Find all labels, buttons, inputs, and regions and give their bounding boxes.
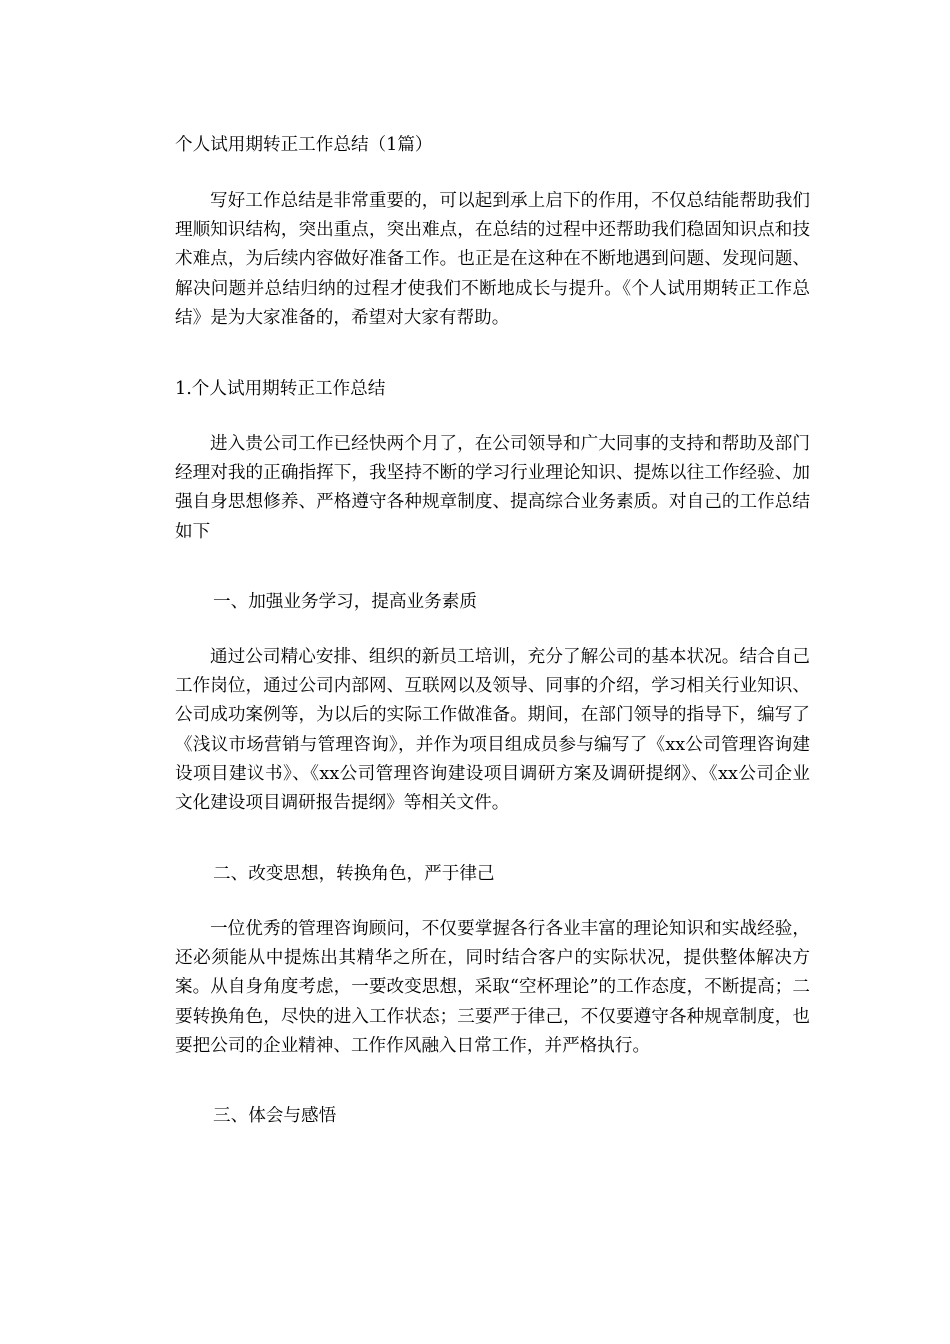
part2-paragraph: 一位优秀的管理咨询顾问，不仅要掌握各行各业丰富的理论知识和实战经验，还必须能从中提炼出其精华之所在，同时结合客户的实际状况，提供整体解决方案。从自身角度考虑，一要改变思想，采取“空杯理论”的工作态度，不断提高；二要转换角色，尽快的进入工作状态；三要严于律己，不仅要遵守各种规章制度，也要把公司的企业精神、工作作风融入日常工作，并严格执行。 <box>175 919 810 1056</box>
intro-paragraph: 写好工作总结是非常重要的，可以起到承上启下的作用，不仅总结能帮助我们理顺知识结构，突出重点，突出难点，在总结的过程中还帮助我们稳固知识点和技术难点，为后续内容做好准备工作。也正是在这种在不断地遇到问题、发现问题、解决问题并总结归纳的过程才使我们不断地成长与提升。《个人试用期转正工作总结》是为大家准备的，希望对大家有帮助。 <box>175 191 810 328</box>
part1-heading: 一、加强业务学习，提高业务素质 <box>213 592 477 612</box>
section-title: 1.个人试用期转正工作总结 <box>175 379 386 399</box>
part2-heading: 二、改变思想，转换角色，严于律己 <box>213 864 495 884</box>
opening-paragraph: 进入贵公司工作已经快两个月了，在公司领导和广大同事的支持和帮助及部门经理对我的正确指挥下，我坚持不断的学习行业理论知识、提炼以往工作经验、加强自身思想修养、严格遵守各种规章制度、提高综合业务素质。对自己的工作总结如下 <box>175 434 810 542</box>
part1-paragraph: 通过公司精心安排、组织的新员工培训，充分了解公司的基本状况。结合自己工作岗位，通过公司内部网、互联网以及领导、同事的介绍，学习相关行业知识、公司成功案例等，为以后的实际工作做准备。期间，在部门领导的指导下，编写了《浅议市场营销与管理咨询》，并作为项目组成员参与编写了《xx公司管理咨询建设项目建议书》、《xx公司管理咨询建设项目调研方案及调研提纲》、《xx公司企业文化建设项目调研报告提纲》等相关文件。 <box>175 647 810 814</box>
part3-heading: 三、体会与感悟 <box>213 1106 337 1126</box>
document-title: 个人试用期转正工作总结（1篇） <box>175 135 433 155</box>
